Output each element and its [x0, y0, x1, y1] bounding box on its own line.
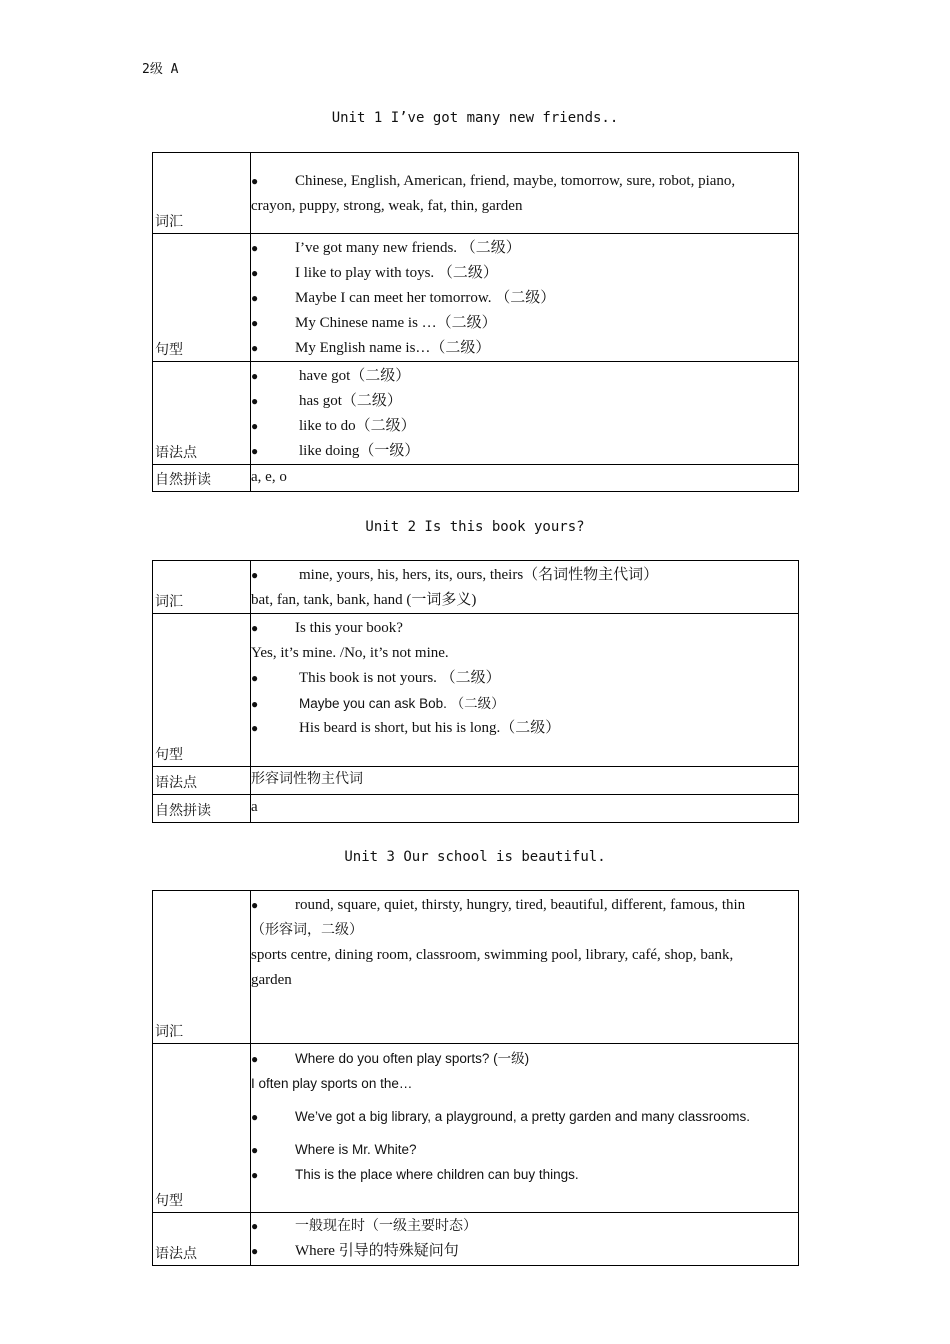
row-label: 句型: [153, 1044, 251, 1213]
bullet-icon: ●: [251, 316, 259, 330]
row-content: [251, 153, 799, 234]
grammar-line: like to do（二级）: [299, 418, 416, 434]
row-label: 语法点: [153, 362, 251, 465]
unit-3-table: [152, 890, 799, 1266]
row-content: [251, 362, 799, 465]
bullet-icon: ●: [251, 1168, 259, 1182]
bullet-icon: ●: [251, 671, 259, 685]
bullet-icon: ●: [251, 721, 259, 735]
bullet-icon: ●: [251, 369, 259, 383]
unit-1-vocab-row: [153, 153, 799, 234]
bullet-icon: ●: [251, 394, 259, 408]
row-label: 词汇: [153, 153, 251, 234]
vocab-line: round, square, quiet, thirsty, hungry, tired, beautiful, different, famous, thin: [295, 897, 746, 913]
unit-2-sentence-row: [153, 614, 799, 767]
bullet-icon: ●: [251, 697, 259, 711]
row-label: 语法点: [153, 767, 251, 795]
sentence-line: Maybe you can ask Bob. （二级）: [299, 696, 505, 711]
bullet-icon: ●: [251, 419, 259, 433]
bullet-icon: ●: [251, 1143, 259, 1157]
row-content: [251, 234, 799, 362]
bullet-icon: ●: [251, 898, 259, 912]
grammar-line: 形容词性物主代词: [251, 771, 363, 787]
row-content: [251, 1044, 799, 1213]
phonics-line: a, e, o: [251, 469, 287, 485]
sentence-line: My Chinese name is …（二级）: [295, 315, 497, 331]
unit-3-title: Unit 3 Our school is beautiful.: [344, 849, 606, 865]
sentence-line: Where is Mr. White?: [295, 1142, 417, 1157]
bullet-icon: ●: [251, 1244, 259, 1258]
sentence-line: Maybe I can meet her tomorrow. （二级）: [295, 290, 556, 306]
vocab-line: sports centre, dining room, classroom, swimming pool, library, café, shop, bank,: [251, 947, 734, 963]
sentence-line: Yes, it’s mine. /No, it’s not mine.: [251, 645, 449, 661]
unit-1-sentence-row: [153, 234, 799, 362]
sentence-line: This book is not yours. （二级）: [299, 670, 501, 686]
unit-3-grammar-row: [153, 1213, 799, 1266]
unit-1-grammar-row: [153, 362, 799, 465]
bullet-icon: ●: [251, 621, 259, 635]
unit-2-title: Unit 2 Is this book yours?: [365, 519, 585, 535]
bullet-icon: ●: [251, 568, 259, 582]
unit-2-phonics-row: [153, 795, 799, 823]
unit-1-table: [152, 152, 799, 492]
vocab-line: garden: [251, 972, 292, 988]
unit-2-vocab-row: [153, 561, 799, 614]
bullet-icon: ●: [251, 1110, 259, 1124]
sentence-line: This is the place where children can buy things.: [295, 1167, 579, 1182]
row-label: 自然拼读: [153, 795, 251, 823]
row-content: [251, 795, 799, 823]
bullet-icon: ●: [251, 1219, 259, 1233]
row-content: [251, 1213, 799, 1266]
row-label: 句型: [153, 234, 251, 362]
row-label: 词汇: [153, 561, 251, 614]
row-content: [251, 767, 799, 795]
row-label: 词汇: [153, 891, 251, 1044]
grammar-line: have got（二级）: [299, 368, 411, 384]
grammar-line: like doing（一级）: [299, 443, 420, 459]
bullet-icon: ●: [251, 1052, 259, 1066]
vocab-line: （形容词，二级）: [251, 922, 363, 938]
unit-1-phonics-row: [153, 465, 799, 492]
bullet-icon: ●: [251, 291, 259, 305]
grammar-line: has got（二级）: [299, 393, 402, 409]
row-label: 句型: [153, 614, 251, 767]
vocab-line: bat, fan, tank, bank, hand (一词多义): [251, 592, 477, 608]
vocab-line: Chinese, English, American, friend, maybe, tomorrow, sure, robot, piano,: [295, 173, 736, 189]
bullet-icon: ●: [251, 241, 259, 255]
unit-1-title: Unit 1 I’ve got many new friends..: [331, 110, 619, 126]
bullet-icon: ●: [251, 444, 259, 458]
row-content: [251, 891, 799, 1044]
sentence-line: His beard is short, but his is long.（二级）: [299, 720, 561, 736]
vocab-line: mine, yours, his, hers, its, ours, theirs（名词性物主代词）: [299, 567, 659, 583]
unit-3-sentence-row: [153, 1044, 799, 1213]
grammar-line: Where 引导的特殊疑问句: [295, 1243, 459, 1259]
sentence-line: I like to play with toys. （二级）: [295, 265, 498, 281]
sentence-line: Where do you often play sports? (一级): [295, 1051, 530, 1066]
row-content: [251, 614, 799, 767]
sentence-line: Is this your book?: [295, 620, 403, 636]
sentence-line: We’ve got a big library, a playground, a pretty garden and many classrooms.: [295, 1109, 750, 1124]
sentence-line: I’ve got many new friends. （二级）: [295, 240, 521, 256]
row-label: 语法点: [153, 1213, 251, 1266]
bullet-icon: ●: [251, 174, 259, 188]
sentence-line: My English name is…（二级）: [295, 340, 491, 356]
row-content: [251, 561, 799, 614]
unit-3-vocab-row: [153, 891, 799, 1044]
sentence-line: I often play sports on the…: [251, 1076, 413, 1091]
phonics-line: a: [251, 799, 258, 815]
unit-2-table: [152, 560, 799, 823]
bullet-icon: ●: [251, 341, 259, 355]
unit-2-grammar-row: [153, 767, 799, 795]
row-content: [251, 465, 799, 492]
row-label: 自然拼读: [153, 465, 251, 492]
grammar-line: 一般现在时（一级主要时态）: [295, 1218, 477, 1234]
vocab-line: crayon, puppy, strong, weak, fat, thin, garden: [251, 198, 523, 214]
level-heading: 2级 A: [142, 62, 179, 77]
bullet-icon: ●: [251, 266, 259, 280]
